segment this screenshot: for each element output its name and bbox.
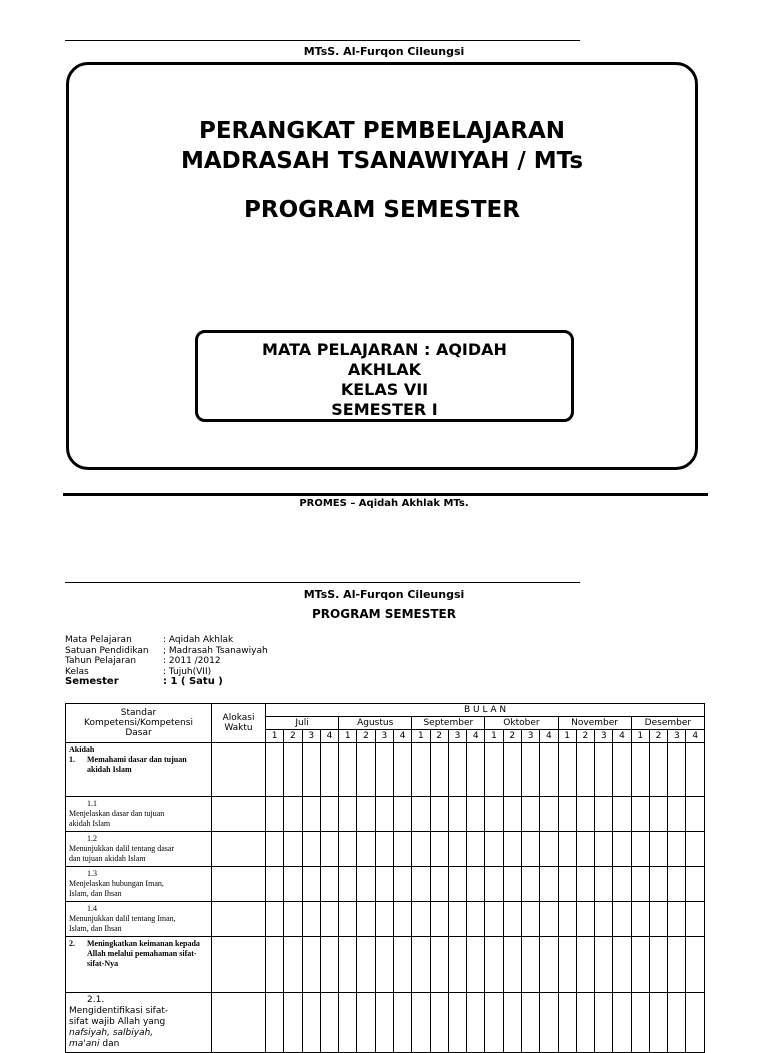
week-cell xyxy=(613,867,631,902)
week-cell xyxy=(668,797,686,832)
month-header: Agustus xyxy=(339,717,412,730)
week-cell xyxy=(339,832,357,867)
week-header: 1 xyxy=(266,730,284,743)
week-header: 1 xyxy=(558,730,576,743)
week-cell xyxy=(320,937,338,993)
week-cell xyxy=(613,797,631,832)
week-cell xyxy=(393,993,411,1053)
week-cell xyxy=(576,993,594,1053)
week-cell xyxy=(284,937,302,993)
week-cell xyxy=(430,902,448,937)
week-cell xyxy=(558,832,576,867)
week-cell xyxy=(686,743,705,797)
week-cell xyxy=(595,902,613,937)
table-row xyxy=(66,937,705,993)
week-cell xyxy=(521,832,539,867)
kompetensi-dasar-cell xyxy=(66,902,212,937)
week-cell xyxy=(558,902,576,937)
week-cell xyxy=(649,867,667,902)
kompetensi-dasar-cell xyxy=(66,797,212,832)
week-cell xyxy=(320,993,338,1053)
subject-line: KELAS VII xyxy=(340,380,429,399)
info-label: Semester xyxy=(65,676,119,687)
week-header: 4 xyxy=(320,730,338,743)
week-cell xyxy=(485,743,503,797)
week-header: 4 xyxy=(540,730,558,743)
week-cell xyxy=(393,902,411,937)
week-cell xyxy=(339,867,357,902)
week-cell xyxy=(467,797,485,832)
week-cell xyxy=(412,867,430,902)
sk-text: Meningkatkan keimanan kepada Allah melalui pemahaman sifat-sifat-Nya xyxy=(87,939,200,968)
week-cell xyxy=(467,743,485,797)
alokasi-cell xyxy=(212,937,266,993)
week-cell xyxy=(357,832,375,867)
week-cell xyxy=(613,937,631,993)
week-cell xyxy=(686,797,705,832)
week-cell xyxy=(357,867,375,902)
week-cell xyxy=(430,937,448,993)
week-cell xyxy=(430,797,448,832)
info-value: : Aqidah Akhlak xyxy=(163,635,234,645)
week-cell xyxy=(302,937,320,993)
week-header: 1 xyxy=(485,730,503,743)
week-cell xyxy=(558,797,576,832)
week-cell xyxy=(595,797,613,832)
header-alokasi-line: Alokasi xyxy=(222,713,255,723)
week-cell xyxy=(485,993,503,1053)
week-header: 2 xyxy=(284,730,302,743)
header-sk-line: Kompetensi/Kompetensi xyxy=(84,718,193,728)
school-name-header: MTsS. Al-Furqon Cileungsi xyxy=(303,45,465,58)
kd-number: 1.2 xyxy=(87,834,97,843)
week-cell xyxy=(613,902,631,937)
table-row xyxy=(66,832,705,867)
week-cell xyxy=(503,993,521,1053)
alokasi-cell xyxy=(212,902,266,937)
week-cell xyxy=(613,993,631,1053)
info-label: Satuan Pendidikan xyxy=(65,645,149,656)
week-cell xyxy=(430,867,448,902)
header-sk-line: Dasar xyxy=(125,728,152,738)
week-cell xyxy=(686,832,705,867)
info-value: : 1 ( Satu ) xyxy=(163,676,223,687)
week-cell xyxy=(320,902,338,937)
header-standar-kompetensi xyxy=(66,704,212,743)
kd-text: Menunjukkan dalil tentang Iman, Islam, dan Ihsan xyxy=(69,914,176,933)
cover-title-line1: PERANGKAT PEMBELAJARAN xyxy=(198,118,565,144)
week-cell xyxy=(686,867,705,902)
week-cell xyxy=(631,797,649,832)
week-cell xyxy=(393,867,411,902)
week-cell xyxy=(266,902,284,937)
week-header: 2 xyxy=(357,730,375,743)
week-cell xyxy=(540,832,558,867)
week-cell xyxy=(393,797,411,832)
week-cell xyxy=(339,993,357,1053)
week-cell xyxy=(430,743,448,797)
week-cell xyxy=(284,993,302,1053)
week-cell xyxy=(485,797,503,832)
kd-number: 1.3 xyxy=(87,869,97,878)
week-cell xyxy=(448,797,466,832)
week-cell xyxy=(375,937,393,993)
kompetensi-dasar-cell xyxy=(66,993,212,1053)
week-cell xyxy=(266,797,284,832)
week-cell xyxy=(448,743,466,797)
week-cell xyxy=(649,993,667,1053)
kd-text xyxy=(69,1006,177,1050)
week-cell xyxy=(649,832,667,867)
week-cell xyxy=(448,867,466,902)
week-cell xyxy=(540,902,558,937)
week-cell xyxy=(266,937,284,993)
week-cell xyxy=(595,743,613,797)
week-header: 4 xyxy=(467,730,485,743)
week-cell xyxy=(521,902,539,937)
week-header: 3 xyxy=(521,730,539,743)
alokasi-cell xyxy=(212,832,266,867)
page-footer: PROMES – Aqidah Akhlak MTs. xyxy=(299,498,469,509)
week-header: 2 xyxy=(576,730,594,743)
week-cell xyxy=(558,993,576,1053)
week-cell xyxy=(686,902,705,937)
week-cell xyxy=(467,902,485,937)
week-cell xyxy=(540,867,558,902)
week-cell xyxy=(576,832,594,867)
week-header: 3 xyxy=(668,730,686,743)
week-cell xyxy=(357,743,375,797)
table-row xyxy=(66,743,705,797)
header-alokasi-waktu xyxy=(212,704,266,743)
kd-text: Menjelaskan dasar dan tujuan akidah Islam xyxy=(69,809,165,828)
week-cell xyxy=(302,743,320,797)
week-cell xyxy=(576,937,594,993)
kd-text: Menjelaskan hubungan Iman, Islam, dan Ihsan xyxy=(69,879,164,898)
week-cell xyxy=(302,993,320,1053)
week-cell xyxy=(649,902,667,937)
week-header: 3 xyxy=(595,730,613,743)
week-cell xyxy=(302,902,320,937)
week-cell xyxy=(503,902,521,937)
week-cell xyxy=(595,832,613,867)
week-cell xyxy=(485,867,503,902)
week-cell xyxy=(521,867,539,902)
week-cell xyxy=(558,867,576,902)
info-label: Tahun Pelajaran xyxy=(65,656,137,666)
header-sk-line: Standar xyxy=(120,708,157,718)
week-cell xyxy=(339,937,357,993)
week-cell xyxy=(266,743,284,797)
info-value: ; Madrasah Tsanawiyah xyxy=(163,645,268,656)
week-cell xyxy=(266,993,284,1053)
week-cell xyxy=(375,902,393,937)
subject-box xyxy=(195,330,574,422)
kd-text: Menunjukkan dalil tentang dasar dan tujuan akidah Islam xyxy=(69,844,175,863)
week-cell xyxy=(503,867,521,902)
week-cell xyxy=(467,832,485,867)
week-cell xyxy=(540,993,558,1053)
week-cell xyxy=(668,867,686,902)
subject-line: SEMESTER I xyxy=(331,400,438,419)
week-cell xyxy=(668,743,686,797)
kd-number: 2.1. xyxy=(87,995,105,1005)
week-cell xyxy=(613,743,631,797)
week-cell xyxy=(558,743,576,797)
week-cell xyxy=(339,797,357,832)
kompetensi-dasar-cell xyxy=(66,867,212,902)
week-cell xyxy=(357,797,375,832)
week-header: 4 xyxy=(686,730,705,743)
week-cell xyxy=(540,797,558,832)
week-cell xyxy=(558,937,576,993)
cover-title-line2: MADRASAH TSANAWIYAH / MTs xyxy=(180,148,584,174)
week-cell xyxy=(467,993,485,1053)
week-cell xyxy=(266,832,284,867)
program-semester-table xyxy=(65,703,705,1053)
week-cell xyxy=(485,937,503,993)
alokasi-cell xyxy=(212,867,266,902)
week-header: 1 xyxy=(412,730,430,743)
footer-rule xyxy=(63,493,708,496)
kd-number: 1.4 xyxy=(87,904,97,913)
week-cell xyxy=(631,937,649,993)
info-value: : Tujuh(VII) xyxy=(163,666,212,677)
week-cell xyxy=(412,937,430,993)
kompetensi-dasar-cell xyxy=(66,832,212,867)
top-rule-page2 xyxy=(65,582,580,583)
week-cell xyxy=(393,832,411,867)
week-cell xyxy=(467,867,485,902)
week-cell xyxy=(448,902,466,937)
week-cell xyxy=(631,993,649,1053)
header-alokasi-line: Waktu xyxy=(224,723,253,733)
week-cell xyxy=(521,743,539,797)
table-row xyxy=(66,867,705,902)
week-cell xyxy=(521,797,539,832)
week-cell xyxy=(320,867,338,902)
week-cell xyxy=(631,743,649,797)
week-cell xyxy=(430,832,448,867)
table-row xyxy=(66,902,705,937)
week-header: 3 xyxy=(302,730,320,743)
week-cell xyxy=(284,832,302,867)
week-cell xyxy=(521,993,539,1053)
top-rule xyxy=(65,40,580,41)
week-cell xyxy=(503,937,521,993)
week-cell xyxy=(686,993,705,1053)
week-cell xyxy=(375,832,393,867)
month-header: November xyxy=(558,717,631,730)
kd-text-part: Mengidentifikasi sifat-sifat wajib Allah yang xyxy=(69,1006,169,1027)
week-cell xyxy=(430,993,448,1053)
week-cell xyxy=(375,797,393,832)
week-cell xyxy=(320,832,338,867)
week-header: 1 xyxy=(339,730,357,743)
week-cell xyxy=(266,867,284,902)
week-cell xyxy=(649,937,667,993)
subject-line: AKHLAK xyxy=(347,360,422,379)
week-cell xyxy=(448,993,466,1053)
week-cell xyxy=(521,937,539,993)
sk-text: Memahami dasar dan tujuan akidah Islam xyxy=(87,755,187,774)
info-label: Kelas xyxy=(65,666,89,677)
week-cell xyxy=(357,902,375,937)
program-semester-title: PROGRAM SEMESTER xyxy=(312,607,456,621)
week-cell xyxy=(576,867,594,902)
sk-number: 2. xyxy=(69,939,75,948)
week-cell xyxy=(284,902,302,937)
week-header: 2 xyxy=(430,730,448,743)
week-cell xyxy=(320,797,338,832)
week-cell xyxy=(540,937,558,993)
alokasi-cell xyxy=(212,797,266,832)
week-cell xyxy=(284,743,302,797)
week-cell xyxy=(412,743,430,797)
week-cell xyxy=(448,937,466,993)
school-name-header-page2: MTsS. Al-Furqon Cileungsi xyxy=(303,588,465,601)
week-cell xyxy=(631,902,649,937)
table-row xyxy=(66,797,705,832)
week-cell xyxy=(668,902,686,937)
week-cell xyxy=(576,797,594,832)
kd-text-italic: nafsiyah, salbiyah, xyxy=(69,1028,154,1038)
kd-number: 1.1 xyxy=(87,799,97,808)
week-header: 4 xyxy=(393,730,411,743)
alokasi-cell xyxy=(212,743,266,797)
week-header: 2 xyxy=(649,730,667,743)
month-header: September xyxy=(412,717,485,730)
week-header: 3 xyxy=(375,730,393,743)
week-cell xyxy=(485,902,503,937)
subject-line: MATA PELAJARAN : AQIDAH xyxy=(262,340,507,359)
week-cell xyxy=(595,993,613,1053)
cover-subtitle: PROGRAM SEMESTER xyxy=(244,197,520,223)
month-header: Oktober xyxy=(485,717,558,730)
week-cell xyxy=(284,867,302,902)
table-row xyxy=(66,993,705,1053)
week-cell xyxy=(393,937,411,993)
week-cell xyxy=(576,743,594,797)
week-cell xyxy=(284,797,302,832)
week-cell xyxy=(649,797,667,832)
week-cell xyxy=(375,743,393,797)
header-bulan: B U L A N xyxy=(266,704,705,717)
standar-kompetensi-cell xyxy=(66,937,212,993)
week-cell xyxy=(412,797,430,832)
week-cell xyxy=(595,937,613,993)
week-cell xyxy=(302,832,320,867)
week-cell xyxy=(503,797,521,832)
kd-text-italic: ma'ani xyxy=(69,1039,100,1049)
month-header: Juli xyxy=(266,717,339,730)
alokasi-cell xyxy=(212,993,266,1053)
week-cell xyxy=(668,993,686,1053)
standar-kompetensi-cell xyxy=(66,743,212,797)
month-header: Desember xyxy=(631,717,704,730)
week-cell xyxy=(503,743,521,797)
week-cell xyxy=(448,832,466,867)
week-cell xyxy=(393,743,411,797)
info-value: : 2011 /2012 xyxy=(163,656,221,666)
week-cell xyxy=(412,993,430,1053)
week-cell xyxy=(339,743,357,797)
week-cell xyxy=(302,797,320,832)
week-cell xyxy=(302,867,320,902)
week-cell xyxy=(631,832,649,867)
sk-number: 1. xyxy=(69,755,75,764)
week-cell xyxy=(649,743,667,797)
week-cell xyxy=(503,832,521,867)
week-cell xyxy=(357,993,375,1053)
week-header: 4 xyxy=(613,730,631,743)
week-cell xyxy=(668,937,686,993)
kd-text-part: dan xyxy=(102,1039,120,1049)
week-cell xyxy=(485,832,503,867)
week-cell xyxy=(613,832,631,867)
week-cell xyxy=(320,743,338,797)
week-cell xyxy=(668,832,686,867)
week-header: 1 xyxy=(631,730,649,743)
week-cell xyxy=(357,937,375,993)
week-cell xyxy=(375,993,393,1053)
week-header: 2 xyxy=(503,730,521,743)
info-label: Mata Pelajaran xyxy=(65,635,132,645)
week-cell xyxy=(339,902,357,937)
week-cell xyxy=(412,902,430,937)
week-cell xyxy=(686,937,705,993)
week-cell xyxy=(467,937,485,993)
week-cell xyxy=(576,902,594,937)
week-cell xyxy=(375,867,393,902)
week-header: 3 xyxy=(448,730,466,743)
week-cell xyxy=(540,743,558,797)
week-cell xyxy=(412,832,430,867)
week-cell xyxy=(631,867,649,902)
sk-heading: Akidah xyxy=(69,745,95,754)
week-cell xyxy=(595,867,613,902)
